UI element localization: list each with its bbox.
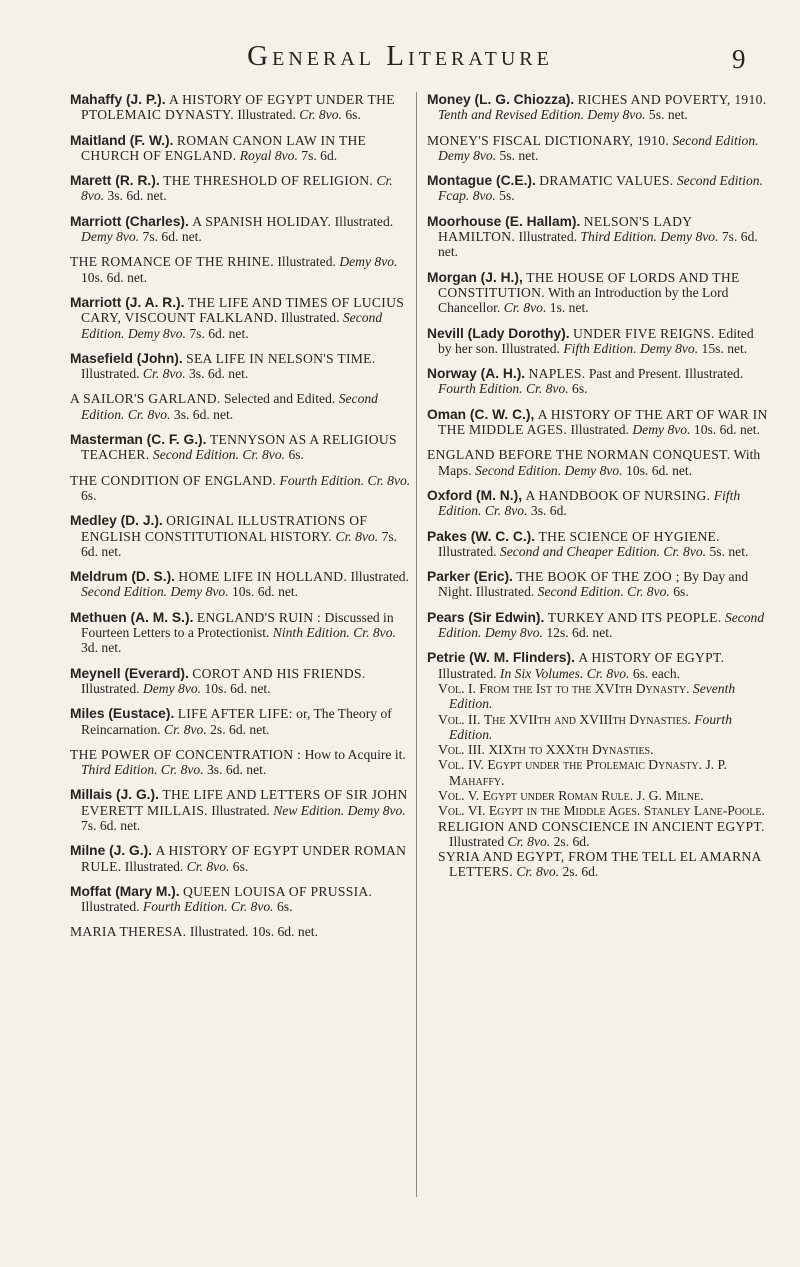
entry-price: 7s. 6d. net. [438,229,758,260]
entry-title: A HISTORY OF EGYPT UNDER ROMAN RULE. [81,843,407,874]
catalogue-entry [427,569,769,600]
entry-price: 15s. net. [698,340,748,356]
entry-author: Meldrum (D. S.). [70,569,176,585]
entry-title: COROT AND HIS FRIENDS. [192,665,366,681]
entry-price: 3s. 6d. net. [170,406,234,422]
entry-author: Marett (R. R.). [70,173,160,189]
catalogue-entry [427,488,769,519]
entry-format: Second Edition. Cr. 8vo. [152,447,286,463]
entry-author: Oman (C. W. C.), [427,406,535,422]
catalogue-entry [438,849,769,880]
catalogue-entry [70,843,412,874]
entry-price: 3s. 6d. net. [203,762,267,778]
volume-item [438,712,769,743]
left-column [70,92,412,950]
entry-title: DRAMATIC VALUES. [539,173,674,189]
volume-item [438,681,769,712]
entry-details: Discussed in Fourteen Letters to a Protectionist. [81,609,394,641]
entry-price: 6s. [341,107,361,123]
entry-title: A HANDBOOK OF NURSING. [525,487,711,503]
entry-format: Fourth Edition. Cr. 8vo. [142,899,274,915]
entry-format: Demy 8vo. [632,422,691,438]
entry-title: HOME LIFE IN HOLLAND. [178,569,348,585]
volume-description: The XVIIth and XVIIIth Dynasties. [483,711,691,727]
entry-title: ROMAN CANON LAW IN THE CHURCH OF ENGLAND. [81,132,367,163]
entry-title: QUEEN LOUISA OF PRUSSIA. [183,883,373,899]
volume-description: Egypt under Roman Rule. J. G. Milne. [482,787,704,803]
entry-title: TENNYSON AS A RELIGIOUS TEACHER. [81,432,397,463]
entry-format: Second Edition. Cr. 8vo. [537,584,670,600]
entry-title: SYRIA AND EGYPT, FROM THE TELL EL AMARNA LETTERS. [438,849,761,880]
entry-author: Meynell (Everard). [70,665,189,681]
entry-details: Illustrated [449,833,508,849]
entry-author: Montague (C.E.). [427,173,536,189]
entry-author: Pakes (W. C. C.). [427,528,536,544]
entry-format: Second Edition. Cr. 8vo. [81,391,378,422]
entry-details: Illustrated. [237,107,300,123]
entry-price: 10s. 6d. net. [201,680,271,696]
catalogue-entry [70,924,412,939]
entry-format: In Six Volumes. Cr. 8vo. [499,665,630,681]
entry-format: Fifth Edition. Demy 8vo. [563,340,699,356]
entry-format: Second Edition. Demy 8vo. [81,584,229,600]
entry-author: Moffat (Mary M.). [70,883,180,899]
catalogue-entry [70,884,412,915]
entry-author: Moorhouse (E. Hallam). [427,213,581,229]
entry-details: How to Acquire it. [304,746,406,762]
catalogue-entry [70,706,412,737]
entry-price: 6s. [81,487,97,503]
catalogue-entry [70,173,412,204]
entry-format: Third Edition. Cr. 8vo. [81,762,204,778]
entry-title: RICHES AND POVERTY, 1910. [577,92,767,107]
entry-details: Illustrated. [570,422,633,438]
entry-details: Illustrated. [438,665,500,681]
entry-details: By Day and Night. Illustrated. [438,569,749,600]
entry-price: 2s. 6d. net. [206,721,270,737]
entry-details: Illustrated. [81,366,143,382]
catalogue-entry [70,610,412,656]
catalogue-entry [427,366,769,397]
catalogue-entry [70,391,412,422]
entry-price: 3s. 6d. net. [104,188,167,204]
entry-title: THE LIFE AND LETTERS OF SIR JOHN EVERETT MILLAIS. [81,787,408,818]
volume-description: XIXth to XXXth Dynasties. [488,742,654,758]
entry-details: Illustrated. [124,858,187,874]
entry-details: or, The Theory of Reincarnation. [81,706,392,737]
catalogue-entry [427,326,769,357]
catalogue-entry [427,214,769,260]
entry-details: Edited by her son. Illustrated. [438,325,754,356]
entry-price: 6s. [273,899,293,915]
entry-title: A SAILOR'S GARLAND. [70,391,221,407]
catalogue-entry [427,92,769,123]
volume-number: Vol. V. [438,787,480,803]
entry-author: Money (L. G. Chiozza). [427,92,575,107]
catalogue-entry [70,254,412,285]
catalogue-entry [70,92,412,123]
entry-price: 6s. [669,584,689,600]
entry-details: Selected and Edited. [223,391,339,407]
entry-title: THE SCIENCE OF HYGIENE. [538,528,720,544]
entry-title: THE CONDITION OF ENGLAND. [70,472,277,488]
catalogue-entry [427,407,769,438]
volume-description: From the Ist to the XVIth Dynasty. [479,680,690,696]
volume-item [438,742,769,757]
entry-title: THE LIFE AND TIMES OF LUCIUS CARY, VISCOUNT FALKLAND. [81,294,405,326]
entry-title: ENGLAND BEFORE THE NORMAN CONQUEST. [427,447,731,463]
volume-description: Egypt in the Middle Ages. Stanley Lane-Poole. [488,803,765,819]
column-divider [416,92,417,1197]
entry-price: 7s. 6d. net. [139,229,202,245]
entry-details: Illustrated. [350,569,409,585]
catalogue-entry [70,513,412,559]
entry-format: Fifth Edition. Cr. 8vo. [438,487,741,519]
entry-author: Masefield (John). [70,350,183,366]
petrie-volume-list [427,681,769,819]
entry-title: THE ROMANCE OF THE RHINE. [70,254,274,270]
entry-title: UNDER FIVE REIGNS. [573,325,715,341]
entry-title: MARIA THERESA. [70,924,187,940]
entry-details: With Maps. [438,447,761,478]
entry-title: A SPANISH HOLIDAY. [192,213,332,229]
entry-author: Petrie (W. M. Flinders). [427,650,575,666]
catalogue-entry [70,787,412,833]
entry-details: Illustrated. [277,254,340,270]
entry-price: 2s. 6d. [559,864,599,880]
entry-title: NELSON'S LADY HAMILTON. [438,213,692,245]
entry-price: 7s. 6d. [297,147,338,163]
entry-format: Second Edition. Demy 8vo. [475,462,623,478]
entry-price: 7s. 6d. net. [81,528,398,559]
running-head: General Literature [247,40,553,72]
entry-format: Cr. 8vo. [299,107,342,123]
catalogue-entry [70,747,412,778]
entry-price: 5s. [495,188,515,204]
catalogue-entry [427,610,769,641]
entry-price: 3d. net. [81,640,122,656]
entry-title: ENGLAND'S RUIN : [196,609,322,625]
entry-author: Medley (D. J.). [70,513,163,529]
catalogue-entry [427,133,769,164]
catalogue-entry [70,666,412,697]
entry-price: 7s. 6d. net. [185,325,249,341]
volume-number: Vol. III. [438,742,485,758]
entry-title: TURKEY AND ITS PEOPLE. [547,609,722,625]
entry-title: THE BOOK OF THE ZOO ; [516,569,680,585]
entry-format: Royal 8vo. [239,147,298,163]
right-column [427,92,769,890]
entry-author: Marriott (Charles). [70,213,189,229]
catalogue-entry [438,819,769,850]
entry-format: New Edition. Demy 8vo. [273,802,406,818]
entry-author: Pears (Sir Edwin). [427,609,545,625]
entry-format: Ninth Edition. Cr. 8vo. [272,625,396,641]
entry-format: Fourth Edition. Cr. 8vo. [279,472,411,488]
entry-author: Oxford (M. N.), [427,487,523,503]
volume-item [438,803,769,818]
catalogue-entry [70,473,412,504]
catalogue-entry [427,529,769,560]
entry-author: Maitland (F. W.). [70,132,174,148]
catalogue-entry [427,650,769,681]
entry-format: Second and Cheaper Edition. Cr. 8vo. [499,543,707,559]
entry-format: Cr. 8vo. [164,721,207,737]
entry-price: 5s. net. [496,147,539,163]
entry-price: 7s. 6d. net. [81,817,141,833]
entry-details: Illustrated. [334,213,394,229]
entry-format: Demy 8vo. [81,229,140,245]
entry-price: 10s. 6d. net. [251,924,318,940]
entry-author: Millais (J. G.). [70,787,159,803]
catalogue-entry [427,270,769,316]
catalogue-entry [427,173,769,204]
catalogue-entry [70,214,412,245]
entry-title: A HISTORY OF EGYPT UNDER THE PTOLEMAIC DYNASTY. [81,92,395,123]
entry-title: ORIGINAL ILLUSTRATIONS OF ENGLISH CONSTITUTIONAL HISTORY. [81,513,368,544]
entry-title: MONEY'S FISCAL DICTIONARY, 1910. [427,132,670,148]
entry-title: THE HOUSE OF LORDS AND THE CONSTITUTION. [438,269,740,300]
entry-title: NAPLES. [528,366,586,382]
catalogue-entry [70,295,412,341]
entry-title: SEA LIFE IN NELSON'S TIME. [186,350,376,366]
entry-details: Illustrated. [211,802,274,818]
entry-format: Cr. 8vo. [335,528,379,544]
entry-price: 5s. net. [645,107,688,123]
catalogue-entry [427,447,769,478]
entry-format: Tenth and Revised Edition. Demy 8vo. [438,107,646,123]
entry-format: Fourth Edition. Cr. 8vo. [438,381,569,397]
entry-author: Morgan (J. H.), [427,269,523,285]
entry-price: 10s. 6d. net. [622,462,693,478]
entry-details: Illustrated. [518,229,581,245]
entry-format: Second Edition. Fcap. 8vo. [438,173,763,204]
volume-number: Vol. VI. [438,803,486,819]
entry-price: 10s. 6d. net. [228,584,299,600]
entry-price: 2s. 6d. [550,833,590,849]
entry-title: LIFE AFTER LIFE: [177,706,293,722]
entry-price: 6s. [568,381,588,397]
entry-details: Illustrated. [280,310,343,326]
entry-title: THE POWER OF CONCENTRATION : [70,746,302,762]
entry-details: Illustrated. [81,680,143,696]
entry-author: Methuen (A. M. S.). [70,609,194,625]
entry-details: Illustrated. [81,899,143,915]
entry-author: Norway (A. H.). [427,366,526,382]
page-number: 9 [732,44,746,74]
entry-author: Masterman (C. F. G.). [70,432,207,448]
volume-number: Vol. II. [438,711,481,727]
entry-price: 5s. net. [706,543,749,559]
entry-title: A HISTORY OF EGYPT. [578,650,725,666]
entry-author: Milne (J. G.). [70,843,153,859]
entry-format: Demy 8vo. [142,680,202,696]
entry-author: Mahaffy (J. P.). [70,92,166,107]
entry-price: 3s. 6d. [527,503,567,519]
entry-details: Illustrated. [189,924,252,940]
catalogue-entry [70,569,412,600]
entry-price: 1s. net. [546,300,589,316]
entry-format: Cr. 8vo. [503,300,547,316]
volume-number: Vol. I. [438,680,476,696]
volume-edition: Fourth Edition. [449,711,732,742]
entry-price: 6s. each. [629,665,681,681]
catalogue-entry [70,432,412,463]
entry-title: THE THRESHOLD OF RELIGION. [163,173,374,189]
entry-format: Second Edition. Demy 8vo. [81,310,383,341]
entry-format: Second Edition. Demy 8vo. [438,132,759,163]
catalogue-entry [70,351,412,382]
volume-item [438,788,769,803]
entry-format: Cr. 8vo. [516,864,560,880]
entry-author: Marriott (J. A. R.). [70,294,185,310]
entry-details: Past and Present. Illustrated. [588,366,744,382]
volume-number: Vol. IV. [438,757,484,773]
petrie-related-titles [427,819,769,880]
entry-price: 3s. 6d. net. [185,366,249,382]
entry-format: Cr. 8vo. [142,366,186,382]
entry-price: 10s. 6d. net. [690,422,760,438]
volume-description: Egypt under the Ptolemaic Dynasty. J. P. Mahaffy. [449,757,727,788]
volume-item [438,757,769,788]
entry-price: 10s. 6d. net. [81,269,148,285]
entry-title: RELIGION AND CONSCIENCE IN ANCIENT EGYPT. [438,818,765,834]
entry-details: With an Introduction by the Lord Chancellor. [438,284,729,316]
entry-author: Parker (Eric). [427,569,513,585]
entry-price: 12s. 6d. net. [542,625,613,641]
entry-author: Miles (Eustace). [70,706,175,722]
entry-title: A HISTORY OF THE ART OF WAR IN THE MIDDLE AGES. [438,406,768,438]
entry-format: Demy 8vo. [339,254,398,270]
entry-format: Third Edition. Demy 8vo. [580,229,719,245]
entry-format: Second Edition. Demy 8vo. [438,609,765,641]
entry-format: Cr. 8vo. [81,173,393,204]
entry-format: Cr. 8vo. [507,833,551,849]
entry-details: Illustrated. [438,543,500,559]
entry-author: Nevill (Lady Dorothy). [427,325,570,341]
entry-price: 6s. [229,858,249,874]
catalogue-entry [70,133,412,164]
entry-price: 6s. [285,447,304,463]
volume-edition: Seventh Edition. [449,680,736,712]
entry-format: Cr. 8vo. [186,858,230,874]
